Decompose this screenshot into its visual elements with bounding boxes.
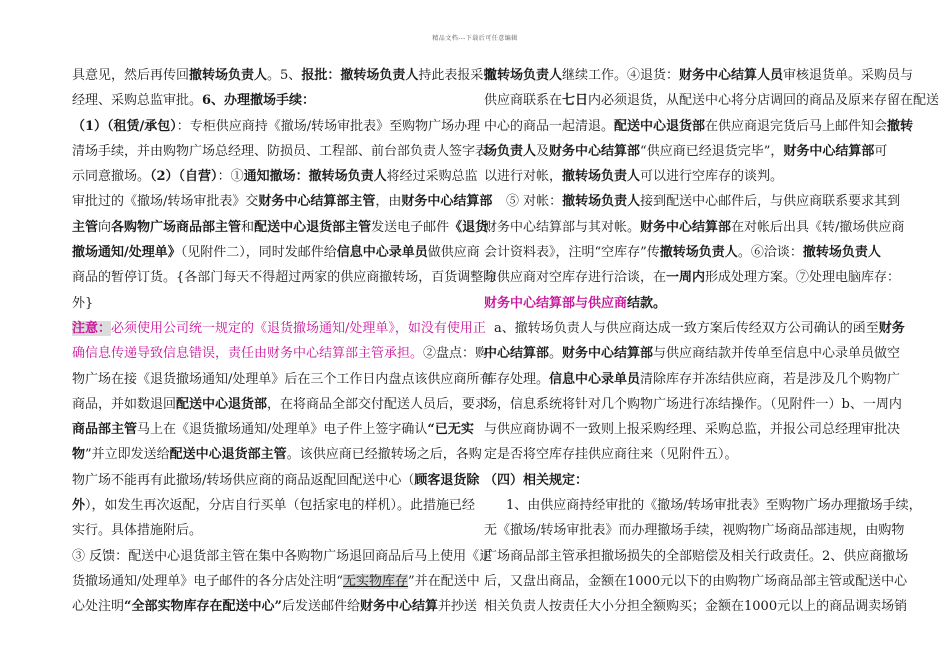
section-heading: （四）相关规定： <box>484 472 589 488</box>
text-line: 确信息传递导致信息错误，责任由财务中心结算部主管承担。②盘点：购 <box>72 346 489 362</box>
right-column <box>484 63 940 620</box>
text-line: 注意：必须使用公司统一规定的《退货撤场通知/处理单》，如没有使用正 <box>72 320 486 336</box>
text-line: 与供应商协调不一致则上报采购经理、采购总监，并报公司总经理审批决 <box>484 422 901 438</box>
text-line: 场负责人及财务中心结算部“供应商已经退货完毕”，财务中心结算部可 <box>484 143 888 159</box>
text-line: ③ 反馈：配送中心退货部主管在集中各购物广场退回商品后马上使用《退 <box>72 548 493 564</box>
text-line: 清场手续，并由购物广场总经理、防损员、工程部、前台部负责人签字表 <box>72 143 489 159</box>
text-line: 示同意撤场。（2）（自营）：①通知撤场：撤转场负责人将经过采购总监 <box>72 169 478 185</box>
text-line: 外），如发生再次返配，分店自行买单（包括家电的样机）。此措施已经 <box>72 498 476 514</box>
text-line: 广场商品部主管承担撤场损失的全部赔偿及相关行政责任。2、供应商撤场 <box>484 548 909 564</box>
text-line: 心处注明“全部实物库存在配送中心”后发送邮件给财务中心结算并抄送 <box>72 599 478 615</box>
text-line: 商品，并如数退回配送中心退货部，在将商品全部交付配送人员后，要求 <box>72 396 489 412</box>
text-line: 经理、采购总监审批。6、办理撤场手续： <box>72 93 316 109</box>
text-line: 以进行对帐，撤转场负责人可以进行空库存的谈判。 <box>484 169 784 185</box>
text-line: 1、由供应商持经审批的《撤场/转场审批表》至购物广场办理撤场手续， <box>506 498 922 514</box>
text-line: 商品的暂停订货。{各部门每天不得超过两家的供应商撤转场，百货调整除 <box>72 270 497 286</box>
text-line: 商品部主管马上在《退货撤场通知/处理单》电子件上签字确认“已无实 <box>72 422 474 438</box>
text-line: 中心的商品一起清退。配送中心退货部在供应商退完货后马上邮件知会撤转 <box>484 118 914 134</box>
text-line: 具意见，然后再传回撤转场负责人。5、报批：撤转场负责人持此表报采购 <box>72 68 497 83</box>
text-line: 审批过的《撤场/转场审批表》交财务中心结算部主管，由财务中心结算部 <box>72 194 493 210</box>
text-line: 撤场通知/处理单》（见附件二），同时发邮件给信息中心录单员做供应商 <box>72 245 480 261</box>
text-line: 与供应商对空库存进行洽谈，在一周内形成处理方案。⑦处理电脑库存： <box>484 270 901 286</box>
text-line: 供应商联系在七日内必须退货，从配送中心将分店调回的商品及原来存留在配送 <box>484 93 940 109</box>
text-line: 货撤场通知/处理单》电子邮件的各分店处注明“无实物库存”并在配送中 <box>72 573 480 589</box>
text-line: ⑤ 对帐：撤转场负责人接到配送中心邮件后，与供应商联系要求其到 <box>506 194 901 210</box>
text-line: 撤转场负责人继续工作。④退货：财务中心结算人员审核退货单。采购员与 <box>484 68 914 83</box>
text-line: 物广场不能再有此撤场/转场供应商的商品返配回配送中心（顾客退货除 <box>72 472 480 488</box>
text-line: 库存处理。信息中心录单员清除库存并冻结供应商，若是涉及几个购物广 <box>484 371 901 387</box>
text-line: 物”并立即发送给配送中心退货部主管。该供应商已经撤转场之后，各购 <box>72 447 482 463</box>
text-line: 物广场在接《退货撤场通知/处理单》后在三个工作日内盘点该供应商所有 <box>72 371 493 387</box>
text-line: 场，信息系统将针对几个购物广场进行冻结操作。（见附件一）b、一周内 <box>484 396 902 412</box>
text-line: 财务中心结算部与其对帐。财务中心结算部在对帐后出具《转/撤场供应商 <box>484 219 905 235</box>
text-line: 主管向各购物广场商品部主管和配送中心退货部主管发送电子邮件《退货 <box>72 219 489 235</box>
text-line: 外} <box>72 295 94 311</box>
text-line: （1）（租赁/承包）：专柜供应商持《撤场/转场审批表》至购物广场办理 <box>72 118 481 134</box>
text-line: 中心结算部。财务中心结算部与供应商结款并传单至信息中心录单员做空 <box>484 346 901 362</box>
text-line: 定是否将空库存挂供应商往来（见附件五）。 <box>484 447 738 463</box>
page-header: 精品文档---下载后可任意编辑 <box>432 35 518 42</box>
text-line: a、撤转场负责人与供应商达成一致方案后传经双方公司确认的函至财务 <box>494 320 905 336</box>
text-line: 无《撤场/转场审批表》而办理撤场手续，视购物广场商品部违规，由购物 <box>484 523 905 539</box>
text-line: 财务中心结算部与供应商结款。 <box>484 295 667 311</box>
text-line: 会计资料表》，注明“空库存”传撤转场负责人。⑥洽谈：撤转场负责人 <box>484 245 881 261</box>
text-line: 相关负责人按责任大小分担全额购买；金额在1000元以上的商品调卖场销 <box>484 599 908 615</box>
text-line: 后，又盘出商品，金额在1000元以下的由购物广场商品部主管或配送中心 <box>484 573 908 589</box>
text-line: 实行。具体措施附后。 <box>72 523 203 539</box>
left-column <box>72 63 497 620</box>
